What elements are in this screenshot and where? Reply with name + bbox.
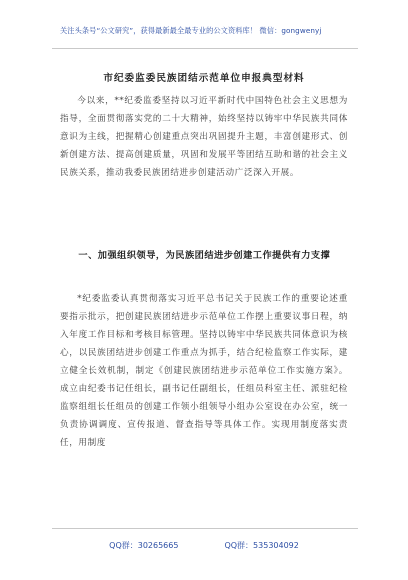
document-title: 市纪委监委民族团结示范单位申报典型材料 [103, 73, 305, 84]
section-heading-1: 一、加强组织领导，为民族团结进步创建工作提供有力支撑 [78, 250, 331, 261]
paragraph-section-1: *纪委监委认真贯彻落实习近平总书记关于民族工作的重要论述重要指示批示，把创建民族团结进步示范单位工作摆上重要议事日程，纳入年度工作目标和考核目标管理。坚持以铸牢中华民族共同体意识为核心，以民族团结进步创建工作重点为抓手，结合纪检监察工作实际，建立健全长效机制，制定《创建民族团结进步示范单位工作实施方案》。成立由纪委书记任组长，副书记任副组长，任组员科室主任、派驻纪检监察组组长任组员的创建工作领小组领导小组办公室设在办公室，统一负责协调调度、宣传报道、督查指导等具体工作。实现用制度落实责任，用制度 [60, 294, 348, 448]
footer-qq-group-2: QQ群：535304092 [224, 541, 299, 550]
paragraph-intro: 今以来，**纪委监委坚持以习近平新时代中国特色社会主义思想为指导，全面贯彻落实党的二十大精神，始终坚持以铸牢中华民族共同体意识为主线，把握精心创建重点突出巩固提升主题，丰富创建形式、创新创建方法、提高创建质量，巩固和发展平等团结互助和谐的社会主义民族关系，推动我委民族团结进步创建活动广泛深入开展。 [60, 96, 348, 178]
footer-divider [52, 528, 358, 529]
footer-qq-group-1: QQ群：30265665 [109, 541, 179, 550]
header-divider [52, 48, 358, 49]
header-notice: 关注头条号“公文研究”，获得最新最全最专业的公文资料库！ 微信：gongwenyj [60, 26, 322, 35]
footer-contacts [0, 540, 408, 551]
